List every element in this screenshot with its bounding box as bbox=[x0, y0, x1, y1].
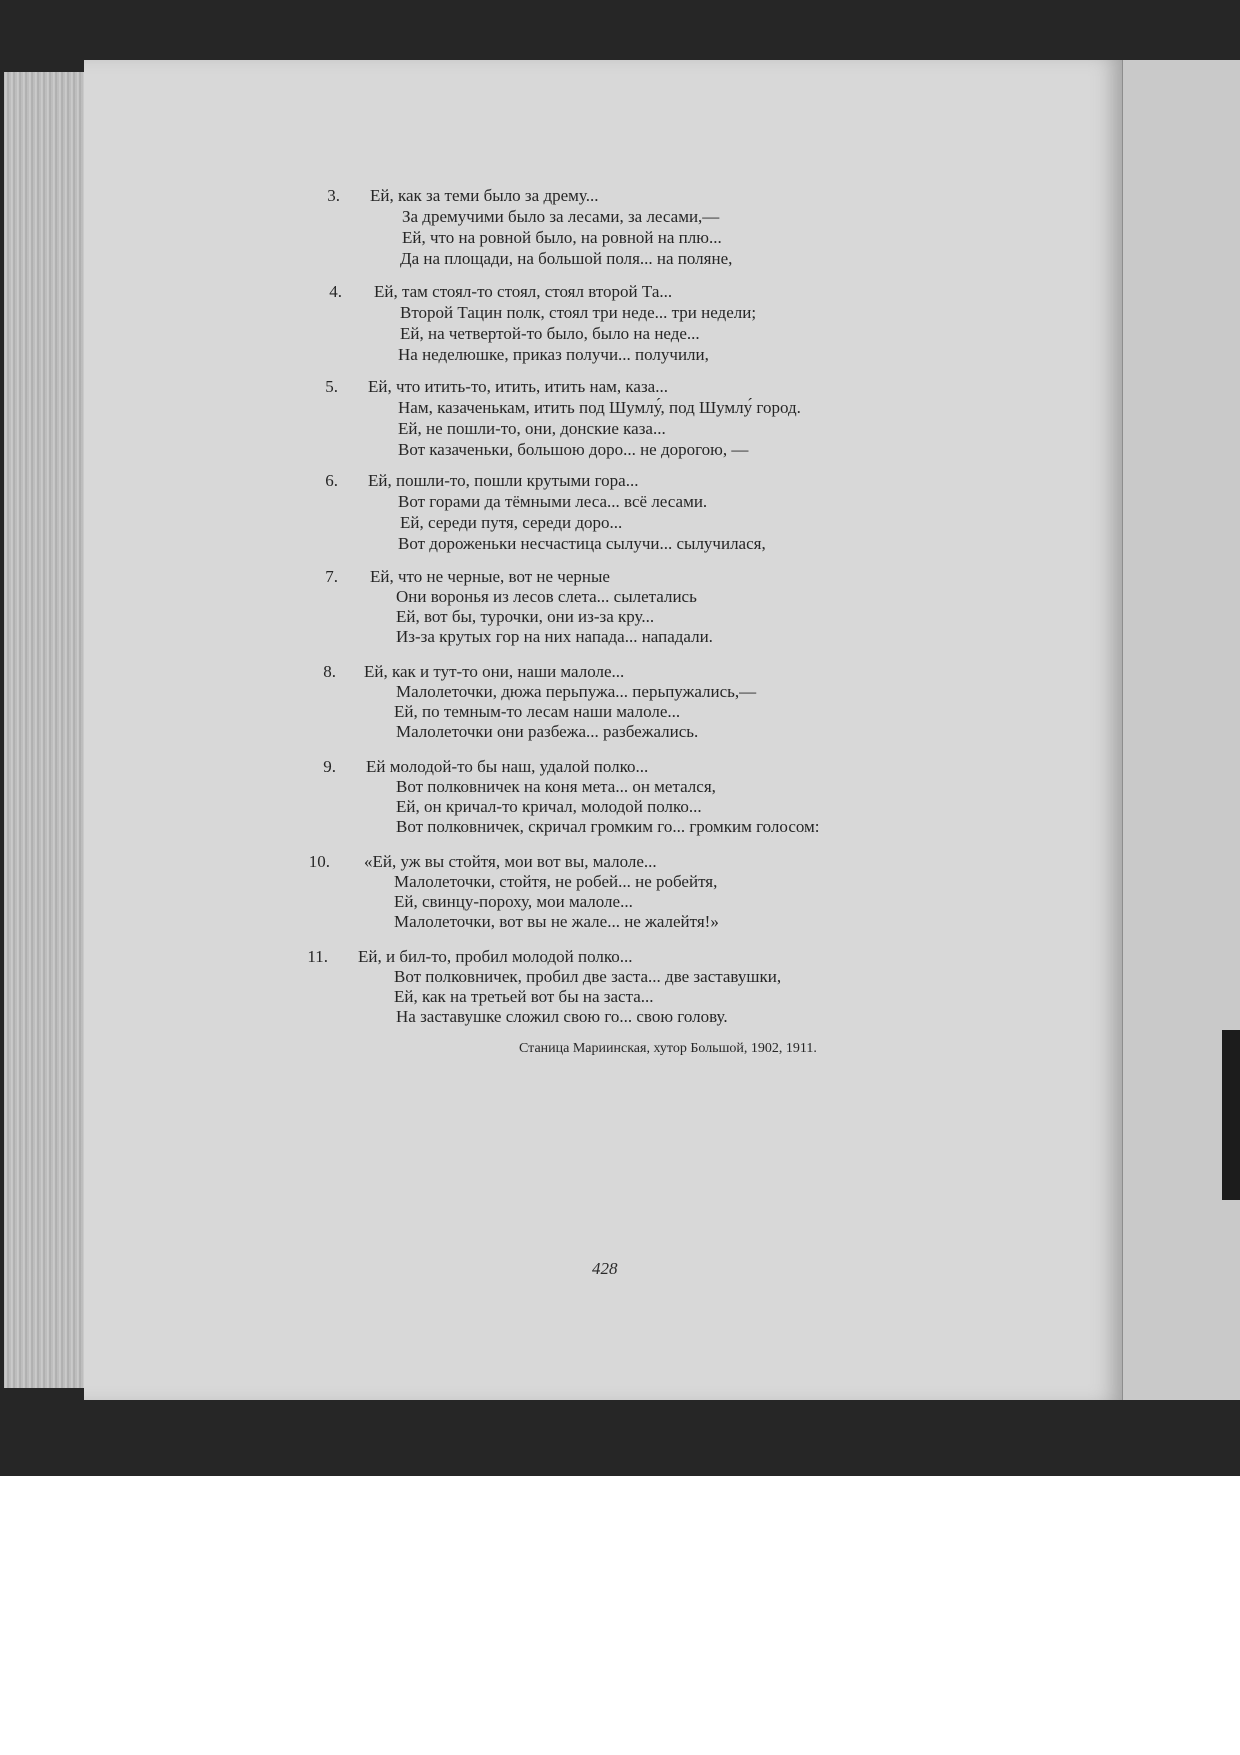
stanza-line: За дремучими было за лесами, за лесами,— bbox=[402, 207, 720, 226]
stanza-line: Ей, там стоял-то стоял, стоял второй Та... bbox=[374, 282, 673, 301]
stanza-line: Вот полковничек на коня мета... он метался, bbox=[396, 777, 716, 796]
stanza-line: Ей, по темным-то лесам наши малоле... bbox=[394, 702, 681, 721]
stanza-number: 5. bbox=[325, 377, 338, 396]
stanza-line: Малолеточки, дюжа перьпужа... перьпужались,— bbox=[396, 682, 757, 701]
source-note: Станица Мариинская, хутор Большой, 1902, 1911. bbox=[519, 1041, 817, 1056]
stanza-line: Ей, свинцу-пороху, мои малоле... bbox=[394, 892, 633, 911]
stanza-line: Вот полковничек, пробил две заста... две заставушки, bbox=[394, 967, 782, 986]
stanza-line: «Ей, уж вы стойтя, мои вот вы, малоле... bbox=[364, 852, 657, 871]
stanza-line: Вот дороженьки несчастица сылучи... сылучилася, bbox=[398, 534, 766, 553]
song-text bbox=[84, 60, 1122, 1400]
stanza-line: Малолеточки, стойтя, не робей... не робейтя, bbox=[394, 872, 718, 891]
stanza-number: 4. bbox=[329, 282, 342, 301]
stanza-line: Да на площади, на большой поля... на поляне, bbox=[400, 249, 733, 268]
stanza-line: Нам, казаченькам, итить под Шумлу́, под Шумлу́ город. bbox=[398, 398, 801, 417]
stanza-line: Малолеточки, вот вы не жале... не жалейтя!» bbox=[394, 912, 719, 931]
stanza-line: Второй Тацин полк, стоял три неде... три недели; bbox=[400, 303, 757, 322]
stanza-line: Ей, как и тут-то они, наши малоле... bbox=[364, 662, 625, 681]
stanza-line: Вот полковничек, скричал громким го... громким голосом: bbox=[396, 817, 820, 836]
book-page-stack bbox=[4, 72, 84, 1388]
stanza-number: 10. bbox=[308, 852, 330, 871]
stanza-number: 8. bbox=[323, 662, 336, 681]
stanza-line: Вот горами да тёмными леса... всё лесами. bbox=[398, 492, 708, 511]
stanza-line: Ей, как на третьей вот бы на заста... bbox=[394, 987, 654, 1006]
stanza-line: Ей, не пошли-то, они, донские каза... bbox=[398, 419, 666, 438]
stanza-line: Ей, как за теми было за дрему... bbox=[370, 186, 599, 205]
stanza-line: Ей, что на ровной было, на ровной на плю... bbox=[402, 228, 722, 247]
stanza-line: Ей, на четвертой-то было, было на неде... bbox=[400, 324, 700, 343]
stanza-line: Из-за крутых гор на них напада... нападали. bbox=[396, 627, 713, 646]
stanza-line: Малолеточки они разбежа... разбежались. bbox=[396, 722, 699, 741]
stanza-line: Ей, что не черные, вот не черные bbox=[370, 567, 610, 586]
stanza-line: Ей, середи путя, середи доро... bbox=[400, 513, 623, 532]
stanza-line: Ей, вот бы, турочки, они из-за кру... bbox=[396, 607, 655, 626]
stanza-number: 11. bbox=[307, 947, 328, 966]
book-page bbox=[84, 60, 1122, 1400]
stanza-number: 3. bbox=[327, 186, 340, 205]
stanza-line: Ей, пошли-то, пошли крутыми гора... bbox=[368, 471, 639, 490]
facing-page-shadow bbox=[1222, 1030, 1240, 1200]
stanza-line: На заставушке сложил свою го... свою голову. bbox=[396, 1007, 728, 1026]
stanza-line: Вот казаченьки, большою доро... не дорогою, — bbox=[398, 440, 749, 459]
stanza-number: 6. bbox=[325, 471, 338, 490]
stanza-line: Они воронья из лесов слета... сылетались bbox=[396, 587, 697, 606]
stanza-number: 7. bbox=[325, 567, 338, 586]
page-number: 428 bbox=[592, 1259, 618, 1278]
stanza-line: Ей молодой-то бы наш, удалой полко... bbox=[366, 757, 649, 776]
stanza-number: 9. bbox=[323, 757, 336, 776]
stanza-line: Ей, что итить-то, итить, итить нам, каза... bbox=[368, 377, 668, 396]
stanza-line: На неделюшке, приказ получи... получили, bbox=[398, 345, 709, 364]
stanza-line: Ей, он кричал-то кричал, молодой полко... bbox=[396, 797, 702, 816]
stanza-line: Ей, и бил-то, пробил молодой полко... bbox=[358, 947, 633, 966]
